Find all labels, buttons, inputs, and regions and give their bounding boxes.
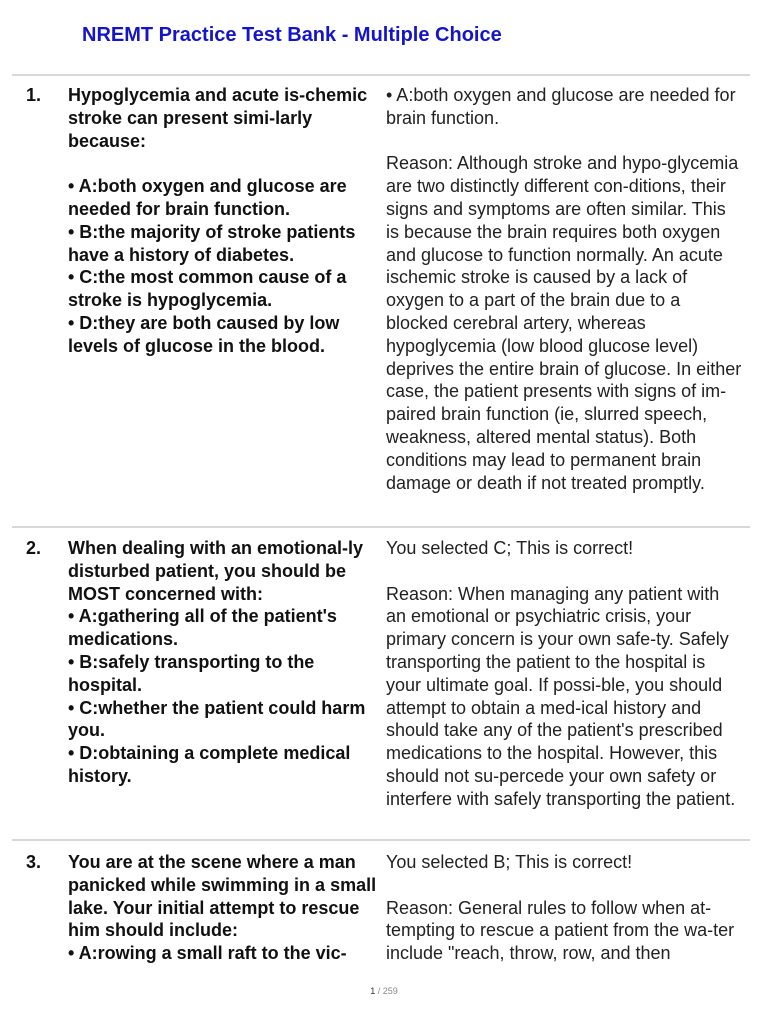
question-stem: When dealing with an emotional-ly disturbed patient, you should be MOST concerned with: [68, 538, 364, 604]
question-number: 1. [26, 85, 42, 105]
answer-reason: Reason: General rules to follow when at-tempting to rescue a patient from the wa-ter include "reach, throw, row, and then [386, 897, 735, 964]
page-indicator [0, 986, 768, 996]
answer-line: You selected C; This is correct! [386, 538, 634, 558]
answer-block [386, 851, 742, 965]
document-title: NREMT Practice Test Bank - Multiple Choice [82, 24, 502, 46]
answer-line: • A:both oxygen and glucose are needed for brain function. [386, 85, 736, 128]
option-a: • A:gathering all of the patient's medications. [68, 606, 337, 650]
options-list [68, 942, 384, 965]
option-b: • B:the majority of stroke patients have a history of diabetes. [68, 221, 356, 265]
divider [12, 74, 750, 76]
question-block [68, 851, 384, 965]
divider [12, 839, 750, 841]
option-c: • C:the most common cause of a stroke is hypoglycemia. [68, 267, 347, 311]
answer-reason: Reason: When managing any patient with an emotional or psychiatric crisis, your primary concern is your own safe-ty. Safely transporting the patient to the hospital is your ultimate goal. If possi-ble, you should attempt to obtain a med-ical history and should take any of the patient's prescribed medications to the hospital. However, this should not su-percede your own safety or interfere with safely transporting the patient. [386, 583, 736, 809]
question-stem: Hypoglycemia and acute is-chemic stroke can present simi-larly because: [68, 85, 368, 151]
divider [12, 526, 750, 528]
option-b: • B:safely transporting to the hospital. [68, 651, 315, 695]
option-a: • A:both oxygen and glucose are needed for brain function. [68, 176, 347, 219]
option-a: • A:rowing a small raft to the vic- [68, 943, 347, 964]
answer-line: You selected B; This is correct! [386, 852, 633, 872]
page-total: / 259 [377, 986, 398, 996]
question-number: 3. [26, 852, 42, 872]
answer-block [386, 84, 742, 494]
question-stem: You are at the scene where a man panicked while swimming in a small lake. Your initial attempt to rescue him should include: [68, 852, 377, 941]
question-block [68, 537, 384, 788]
option-c: • C:whether the patient could harm you. [68, 697, 366, 741]
option-d: • D:they are both caused by low levels of glucose in the blood. [68, 312, 340, 356]
answer-block [386, 537, 742, 811]
answer-reason: Reason: Although stroke and hypo-glycemia are two distinctly different con-ditions, their signs and symptoms are often similar. This is because the brain requires both oxygen and glucose to function normally. An acute ischemic stroke is caused by a lack of oxygen to a part of the brain due to a blocked cerebral artery, whereas hypoglycemia (low blood glucose level) deprives the entire brain of glucose. In either case, the patient presents with signs of im-paired brain function (ie, slurred speech, weakness, altered mental status). Both conditions may lead to permanent brain damage or death if not treated promptly. [386, 153, 742, 493]
question-block [68, 84, 384, 358]
options-list [68, 175, 384, 357]
option-d: • D:obtaining a complete medical history. [68, 743, 351, 786]
page-current: 1 [370, 986, 376, 996]
options-list [68, 605, 384, 787]
question-number: 2. [26, 538, 42, 558]
